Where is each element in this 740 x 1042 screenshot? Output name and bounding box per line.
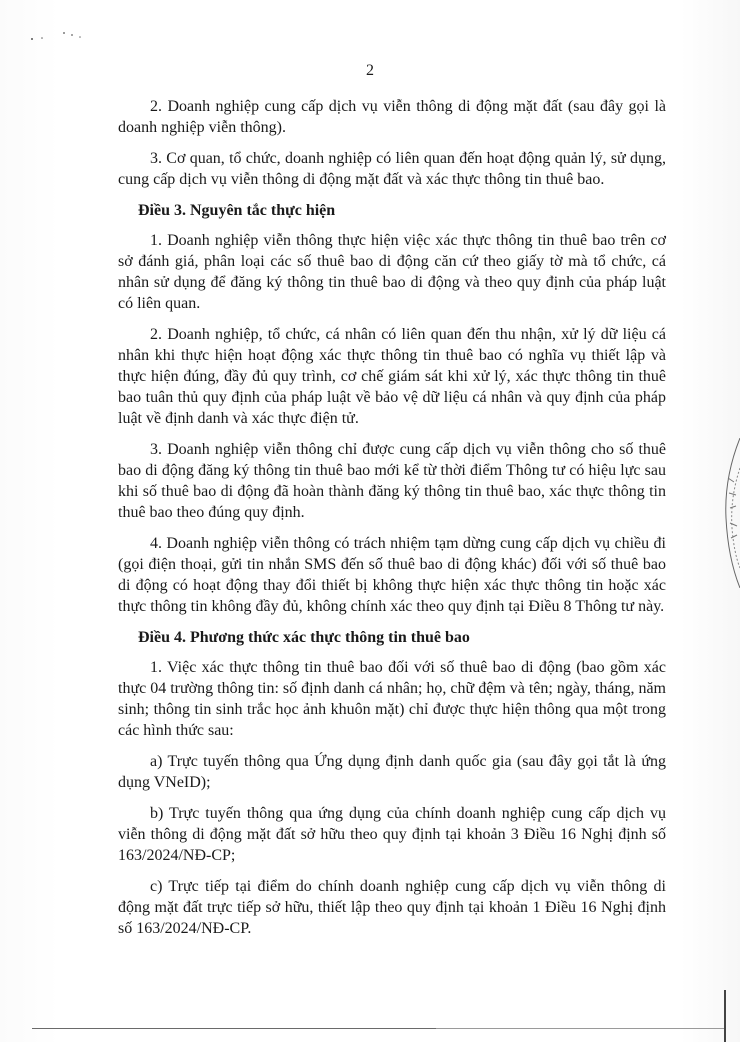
paragraph: 1. Việc xác thực thông tin thuê bao đối với số thuê bao di động (bao gồm xác thực 04 trường thông tin: số định danh cá nhân; họ, chữ đệm và tên; ngày, tháng, năm sinh; thông tin sinh trắc học ảnh khuôn mặt) chỉ được thực hiện thông qua một trong các hình thức sau: [118,659,666,739]
paragraph: b) Trực tuyến thông qua ứng dụng của chính doanh nghiệp cung cấp dịch vụ viễn thông di động mặt đất sở hữu theo quy định tại khoản 3 Điều 16 Nghị định số 163/2024/NĐ-CP; [118,805,666,864]
paragraph: 2. Doanh nghiệp cung cấp dịch vụ viễn thông di động mặt đất (sau đây gọi là doanh nghiệp viễn thông). [118,98,666,136]
scan-bottom-line [436,1028,726,1029]
paragraph: c) Trực tiếp tại điểm do chính doanh nghiệp cung cấp dịch vụ viễn thông di động mặt đất trực tiếp sở hữu, thiết lập theo quy định tại khoản 1 Điều 16 Nghị định số 163/2024/NĐ-CP. [118,878,666,937]
paragraph: 3. Doanh nghiệp viễn thông chỉ được cung cấp dịch vụ viễn thông cho số thuê bao di động đăng ký thông tin thuê bao mới kể từ thời điểm Thông tư có hiệu lực sau khi số thuê bao di động đã hoàn thành đăng ký thông tin thuê bao, xác thực thông tin thuê bao theo đúng quy định. [118,441,666,521]
article-heading: Điều 3. Nguyên tắc thực hiện [138,202,336,219]
scan-artifact-dots [28,30,88,42]
paragraph: 4. Doanh nghiệp viễn thông có trách nhiệm tạm dừng cung cấp dịch vụ chiều đi (gọi điện thoại, gửi tin nhắn SMS đến số thuê bao di động khác) đối với số thuê bao di động có hoạt động thay đổi thiết bị không thực hiện xác thực thông tin hoặc xác thực thông tin không đầy đủ, không chính xác theo quy định tại Điều 8 Thông tư này. [118,535,666,615]
seal-stamp-edge [718,438,740,588]
article-heading: Điều 4. Phương thức xác thực thông tin thuê bao [138,629,470,646]
scan-right-edge [724,990,726,1042]
paragraph: a) Trực tuyến thông qua Ứng dụng định danh quốc gia (sau đây gọi tắt là ứng dụng VNeID); [118,753,666,791]
page-number: 2 [366,62,374,79]
paragraph: 3. Cơ quan, tổ chức, doanh nghiệp có liên quan đến hoạt động quản lý, sử dụng, cung cấp dịch vụ viễn thông di động mặt đất và xác thực thông tin thuê bao. [118,150,666,188]
document-body [118,96,666,949]
paragraph: 2. Doanh nghiệp, tổ chức, cá nhân có liên quan đến thu nhận, xử lý dữ liệu cá nhân khi thực hiện hoạt động xác thực thông tin thuê bao có nghĩa vụ thiết lập và thực hiện đúng, đầy đủ quy trình, cơ chế giám sát khi xử lý, xác thực thông tin thuê bao tuân thủ quy định của pháp luật về bảo vệ dữ liệu cá nhân và quy định của pháp luật về định danh và xác thực điện tử. [118,326,666,427]
paragraph: 1. Doanh nghiệp viễn thông thực hiện việc xác thực thông tin thuê bao trên cơ sở đánh giá, phân loại các số thuê bao di động căn cứ theo giấy tờ mà tổ chức, cá nhân sử dụng để đăng ký thông tin thuê bao di động và theo quy định của pháp luật có liên quan. [118,232,666,312]
scan-bottom-line [32,1028,436,1029]
